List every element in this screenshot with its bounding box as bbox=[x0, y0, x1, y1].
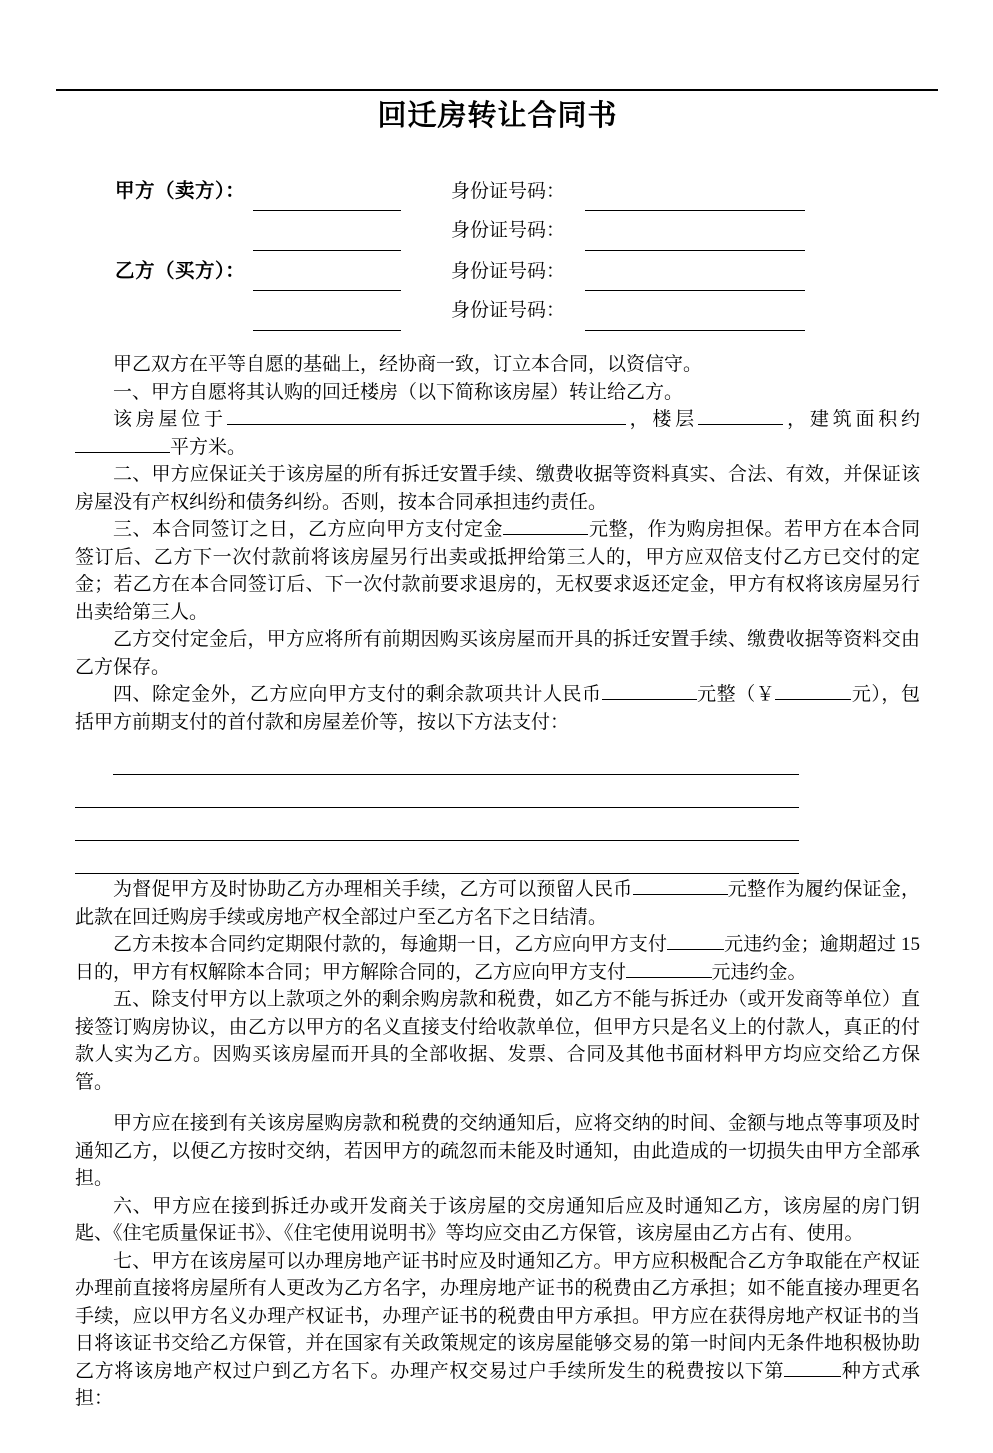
party-row bbox=[115, 255, 920, 295]
fill-in-blank bbox=[698, 406, 784, 425]
fill-in-blank bbox=[626, 959, 712, 978]
id-number-label: 身份证号码： bbox=[451, 181, 566, 202]
payment-method-blank-line bbox=[75, 775, 799, 808]
fill-in-blank bbox=[227, 406, 626, 425]
payment-method-blank-line bbox=[75, 841, 799, 874]
paragraph: 乙方交付定金后，甲方应将所有前期因购买该房屋而开具的拆迁安置手续、缴费收据等资料交由乙方保存。 bbox=[75, 629, 920, 678]
party-name-blank bbox=[253, 195, 401, 211]
fill-in-blank bbox=[602, 681, 697, 700]
payment-method-blank-line bbox=[75, 808, 799, 841]
fill-in-blank bbox=[503, 516, 589, 535]
id-number-blank bbox=[585, 195, 805, 211]
paragraph: 该房屋位于 ，楼层 ，建筑面积约平方米。 bbox=[75, 406, 920, 461]
parties-block bbox=[115, 175, 920, 335]
payment-method-blank-line bbox=[113, 742, 799, 775]
paragraph: 四、除定金外，乙方应向甲方支付的剩余款项共计人民币 元整（￥ 元），包括甲方前期支付的首付款和房屋差价等，按以下方法支付： bbox=[75, 681, 920, 736]
paragraph: 甲方应在接到有关该房屋购房款和税费的交纳通知后，应将交纳的时间、金额与地点等事项及时通知乙方，以便乙方按时交纳，若因甲方的疏忽而未能及时通知，由此造成的一切损失由甲方全部承担。 bbox=[75, 1113, 920, 1190]
id-number-blank bbox=[585, 275, 805, 291]
id-number-blank bbox=[585, 235, 805, 251]
party-row bbox=[115, 175, 920, 215]
paragraph: 七、甲方在该房屋可以办理房地产证书时应及时通知乙方。甲方应积极配合乙方争取能在产权证办理前直接将房屋所有人更改为乙方名字，办理房地产证书的税费由乙方承担；如不能直接办理更名手续，应以甲方名义办理产权证书，办理产证书的税费由甲方承担。甲方应在获得房地产权证书的当日将该证书交给乙方保管，并在国家有关政策规定的该房屋能够交易的第一时间内无条件地积极协助乙方将该房地产权过户到乙方名下。办理产权交易过户手续所发生的税费按以下第 种方式承担： bbox=[75, 1250, 920, 1410]
paragraphs-top bbox=[75, 351, 920, 736]
id-number-label: 身份证号码： bbox=[451, 220, 566, 241]
fill-in-blank bbox=[633, 876, 728, 895]
id-number-label: 身份证号码： bbox=[451, 261, 566, 282]
paragraph: 为督促甲方及时协助乙方办理相关手续，乙方可以预留人民币 元整作为履约保证金，此款在回迁购房手续或房地产权全部过户至乙方名下之日结清。 bbox=[75, 876, 920, 931]
fill-in-blank bbox=[775, 681, 851, 700]
paragraph: 五、除支付甲方以上款项之外的剩余购房款和税费，如乙方不能与拆迁办（或开发商等单位）直接签订购房协议，由乙方以甲方的名义直接支付给收款单位，但甲方只是名义上的付款人，真正的付款人实为乙方。因购买该房屋而开具的全部收据、发票、合同及其他书面材料甲方均应交给乙方保管。 bbox=[75, 989, 920, 1093]
header-rule bbox=[56, 89, 938, 91]
party-row bbox=[115, 215, 920, 255]
party-name-blank bbox=[253, 275, 401, 291]
paragraphs-bottom bbox=[75, 876, 920, 1413]
party-label: 乙方（买方）： bbox=[115, 261, 246, 282]
party-name-blank bbox=[253, 315, 401, 331]
paragraph: 一、甲方自愿将其认购的回迁楼房（以下简称该房屋）转让给乙方。 bbox=[113, 381, 684, 403]
page-title: 回迁房转让合同书 bbox=[377, 100, 618, 132]
id-number-blank bbox=[585, 315, 805, 331]
party-label: 甲方（卖方）： bbox=[115, 181, 246, 202]
fill-in-blank bbox=[667, 931, 724, 950]
paragraph: 三、本合同签订之日，乙方应向甲方支付定金 元整，作为购房担保。若甲方在本合同签订后、乙方下一次付款前将该房屋另行出卖或抵押给第三人的，甲方应双倍支付乙方已交付的定金；若乙方在本合同签订后、下一次付款前要求退房的，无权要求返还定金，甲方有权将该房屋另行出卖给第三人。 bbox=[75, 516, 920, 626]
payment-method-lines bbox=[75, 742, 920, 874]
party-row bbox=[115, 295, 920, 335]
paragraph: 二、甲方应保证关于该房屋的所有拆迁安置手续、缴费收据等资料真实、合法、有效，并保证该房屋没有产权纠纷和债务纠纷。否则，按本合同承担违约责任。 bbox=[75, 464, 920, 513]
paragraph: 甲乙双方在平等自愿的基础上，经协商一致，订立本合同，以资信守。 bbox=[113, 354, 703, 375]
party-name-blank bbox=[253, 235, 401, 251]
contract-body bbox=[75, 351, 920, 1413]
fill-in-blank bbox=[75, 434, 170, 453]
id-number-label: 身份证号码： bbox=[451, 300, 566, 321]
paragraph: 乙方未按本合同约定期限付款的，每逾期一日，乙方应向甲方支付 元违约金；逾期超过 15 日的，甲方有权解除本合同；甲方解除合同的，乙方应向甲方支付 元违约金。 bbox=[75, 931, 920, 986]
paragraph: 六、甲方应在接到拆迁办或开发商关于该房屋的交房通知后应及时通知乙方，该房屋的房门钥匙、《住宅质量保证书》、《住宅使用说明书》等均应交由乙方保管，该房屋由乙方占有、使用。 bbox=[75, 1195, 920, 1245]
fill-in-blank bbox=[784, 1358, 841, 1377]
